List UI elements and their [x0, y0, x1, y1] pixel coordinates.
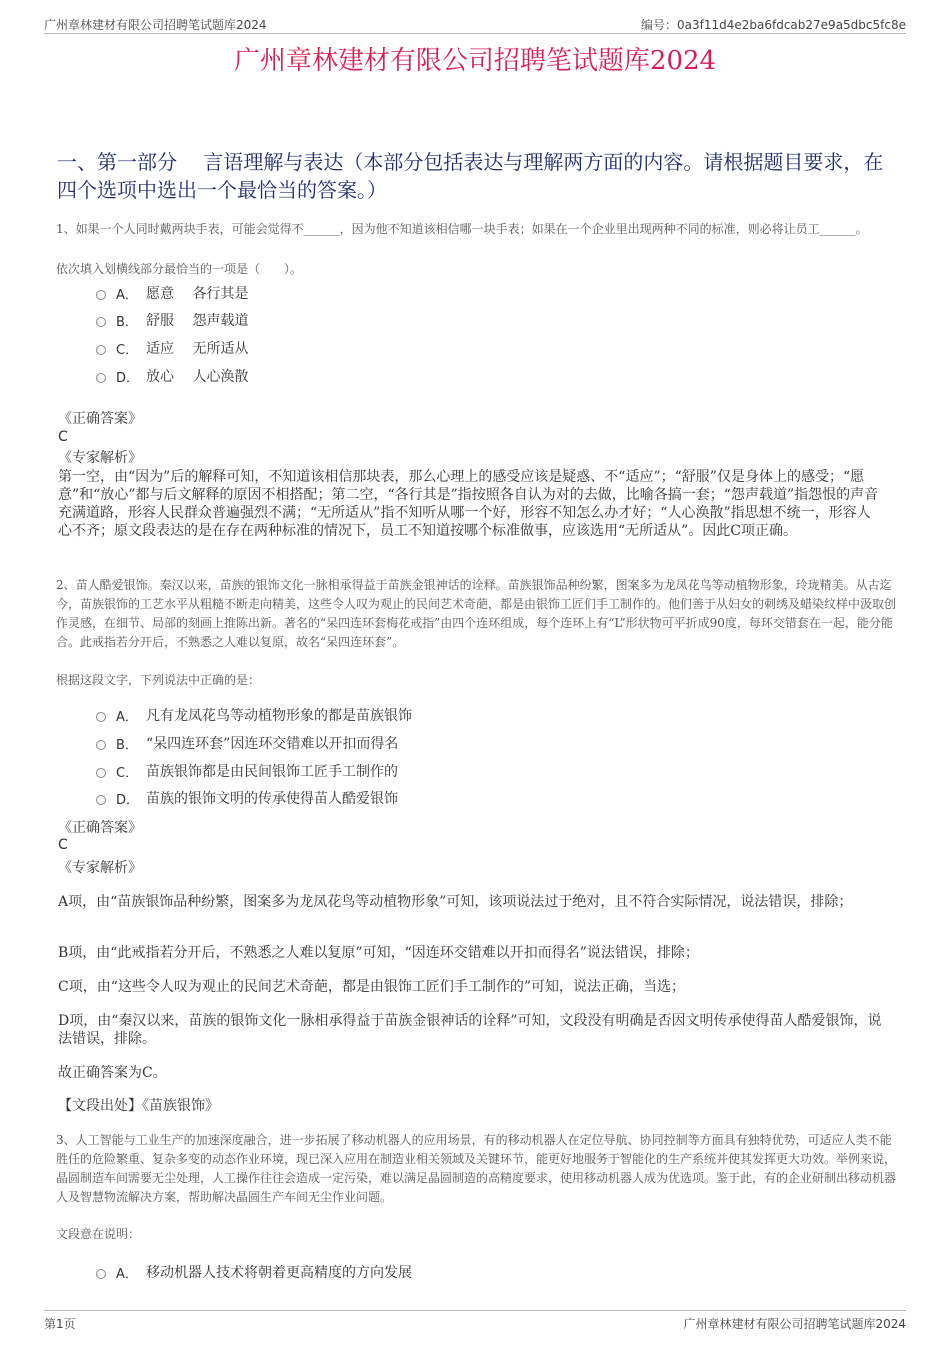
radio-icon[interactable] [96, 345, 106, 355]
footer-doc-title: 广州章林建材有限公司招聘笔试题库2024 [683, 1317, 906, 1331]
footer-page-number: 第1页 [44, 1317, 76, 1331]
question-1-option-b[interactable]: B． 舒服 怨声载道 [96, 309, 248, 331]
radio-icon[interactable] [96, 768, 106, 778]
question-2-stem: 2、苗人酷爱银饰。秦汉以来，苗族的银饰文化一脉相承得益于苗族金银神话的诠释。苗族银饰品种纷繁，图案多为龙凤花鸟等动植物形象，玲珑精美。从古迄今，苗族银饰的工艺水平从粗糙不断走向精美，这些令人叹为观止的民间艺术奇葩，都是由银饰工匠们手工制作的。他们善于从妇女的刺绣及蜡染纹样中汲取创作灵感，在细节、局部的刻画上推陈出新。著名的“呆四连环套梅花戒指”由四个连环组成，每个连环上有“L”形状物可平折成90度，每环交错套在一起，能分能合。此戒指若分开后，不熟悉之人难以复原，故名“呆四连环套”。 [56, 578, 897, 649]
question-2-option-b[interactable]: B． “呆四连环套”因连环交错难以开扣而得名 [96, 732, 398, 754]
question-1-option-d[interactable]: D． 放心 人心涣散 [96, 365, 248, 387]
header-doc-title: 广州章林建材有限公司招聘笔试题库2024 [44, 18, 267, 32]
question-1-prompt: 依次填入划横线部分最恰当的一项是（ ）。 [56, 262, 303, 276]
question-1-analysis-label: 《专家解析》 [58, 450, 142, 466]
question-2-analysis-label: 《专家解析》 [58, 860, 142, 876]
header-serial-number: 编号：0a3f11d4e2ba6fdcab27e9a5dbc5fc8e [641, 18, 906, 32]
question-2-analysis-c: C项，由“这些令人叹为观止的民间艺术奇葩，都是由银饰工匠们手工制作的”可知，说法正确，当选； [58, 979, 686, 995]
question-3-prompt: 文段意在说明： [56, 1227, 141, 1241]
radio-icon[interactable] [96, 1269, 106, 1279]
question-1-answer: C [58, 429, 68, 445]
page-title: 广州章林建材有限公司招聘笔试题库2024 [233, 46, 717, 76]
radio-icon[interactable] [96, 740, 106, 750]
question-2-conclusion: 故正确答案为C。 [58, 1065, 167, 1081]
question-1-answer-label: 《正确答案》 [58, 411, 142, 427]
radio-icon[interactable] [96, 290, 106, 300]
footer-rule [44, 1310, 906, 1311]
question-3-stem: 3、人工智能与工业生产的加速深度融合，进一步拓展了移动机器人的应用场景，有的移动机器人在定位导航、协同控制等方面具有独特优势，可适应人类不能胜任的危险繁重、复杂多变的动态作业环境，现已深入应用在制造业相关领域及关键环节，能更好地服务于智能化的生产系统并使其发挥更大功效。举例来说，晶圆制造车间需要无尘处理，人工操作往往会造成一定污染，难以满足晶圆制造的高精度要求，使用移动机器人成为优选项。鉴于此，有的企业研制出移动机器人及智慧物流解决方案，帮助解决晶圆生产车间无尘作业问题。 [56, 1133, 897, 1204]
question-2-analysis-b: B项，由“此戒指若分开后，不熟悉之人难以复原”可知，“因连环交错难以开扣而得名”说法错误，排除； [58, 945, 699, 961]
radio-icon[interactable] [96, 795, 106, 805]
section-heading: 一、第一部分 言语理解与表达（本部分包括表达与理解两方面的内容。请根据题目要求，在四个选项中选出一个最恰当的答案。） [57, 150, 884, 202]
question-2-analysis-a: A项，由“苗族银饰品种纷繁，图案多为龙凤花鸟等动植物形象”可知，该项说法过于绝对，且不符合实际情况，说法错误，排除； [58, 894, 853, 910]
radio-icon[interactable] [96, 712, 106, 722]
question-2-analysis-d: D项，由“秦汉以来，苗族的银饰文化一脉相承得益于苗族金银神话的诠释”可知，文段没有明确是否因文明传承使得苗人酷爱银饰，说法错误，排除。 [58, 1013, 882, 1047]
question-1-stem: 1、如果一个人同时戴两块手表，可能会觉得不______，因为他不知道该相信哪一块手表；如果在一个企业里出现两种不同的标准，则必将让员工______。 [56, 222, 868, 236]
question-2-source: 【文段出处】《苗族银饰》 [58, 1098, 219, 1114]
question-1-option-c[interactable]: C． 适应 无所适从 [96, 337, 248, 359]
radio-icon[interactable] [96, 317, 106, 327]
question-1-option-a[interactable]: A． 愿意 各行其是 [96, 282, 248, 304]
question-2-option-a[interactable]: A． 凡有龙凤花鸟等动植物形象的都是苗族银饰 [96, 704, 412, 726]
header-rule [44, 33, 906, 34]
question-2-option-d[interactable]: D． 苗族的银饰文明的传承使得苗人酷爱银饰 [96, 787, 398, 809]
question-3-option-a[interactable]: A． 移动机器人技术将朝着更高精度的方向发展 [96, 1261, 412, 1283]
question-2-option-c[interactable]: C． 苗族银饰都是由民间银饰工匠手工制作的 [96, 760, 398, 782]
question-2-answer-label: 《正确答案》 [58, 820, 142, 836]
radio-icon[interactable] [96, 373, 106, 383]
question-2-prompt: 根据这段文字，下列说法中正确的是： [56, 673, 261, 687]
question-1-analysis: 第一空，由“因为”后的解释可知，不知道该相信那块表，那么心理上的感受应该是疑惑、不“适应”；“舒服”仅是身体上的感受；“愿意”和“放心”都与后文解释的原因不相搭配；第二空，“各行其是”指按照各自认为对的去做，比喻各搞一套；“怨声载道”指怨恨的声音充满道路，形容人民群众普遍强烈不满；“无所适从”指不知听从哪一个好，形容不知怎么办才好；“人心涣散”指思想不统一，形容人心不齐；原文段表达的是在存在两种标准的情况下，员工不知道按哪个标准做事，应该选用“无所适从”。因此C项正确。 [58, 469, 879, 539]
question-2-answer: C [58, 837, 68, 853]
